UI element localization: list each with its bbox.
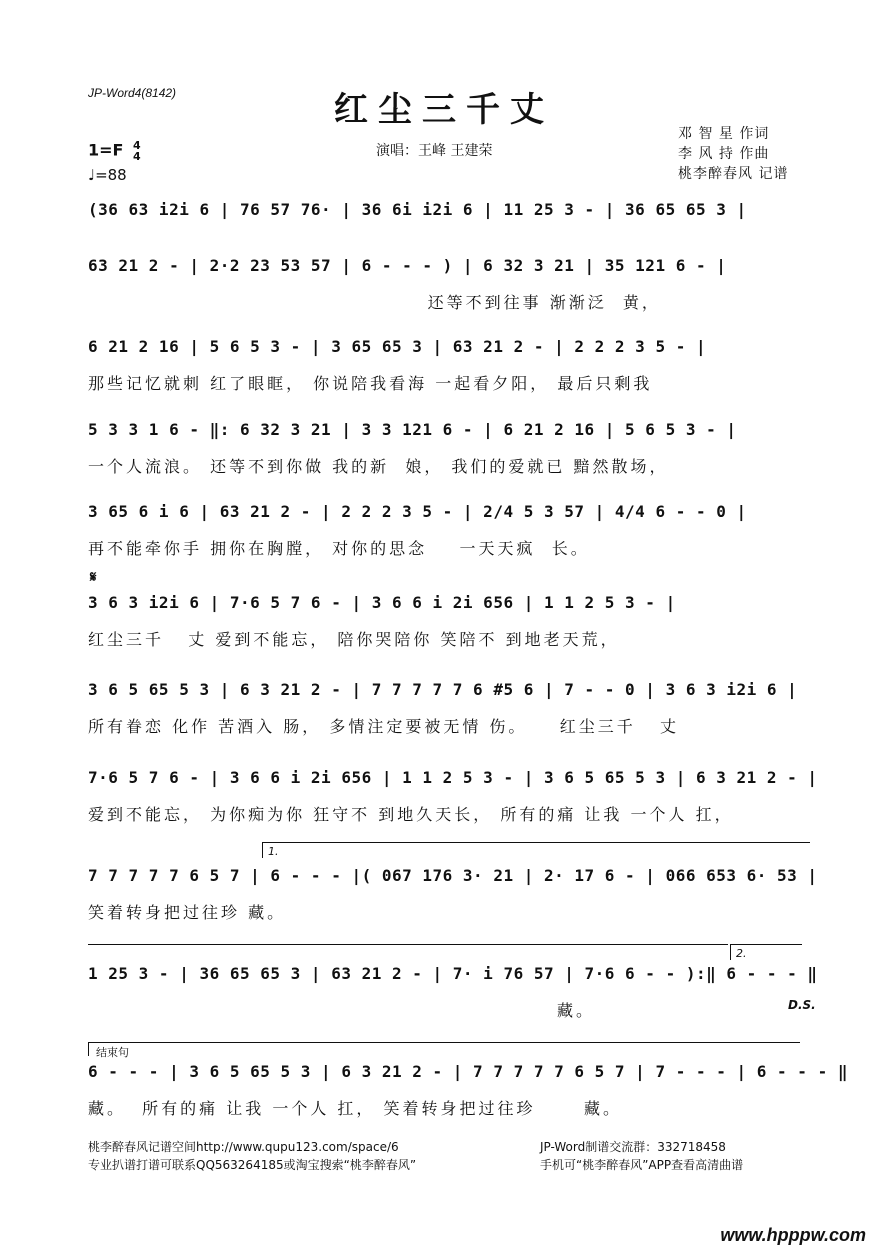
lyric-line: 那些记忆就刺 红了眼眶， 你说陪我看海 一起看夕阳， 最后只剩我 — [88, 374, 653, 393]
notation-line: 3 65 6 i 6 | 63 21 2 - | 2 2 2 3 5 - | 2/4 5 3 57 | 4/4 6 - - 0 | — [88, 502, 747, 521]
key-signature — [88, 140, 141, 162]
score-row — [88, 1062, 848, 1132]
ds-marking: D.S. — [788, 998, 816, 1012]
footer-left-line1: 桃李醉春风记谱空间http://www.qupu123.com/space/6 — [88, 1140, 399, 1154]
score-row — [88, 337, 810, 407]
lyric-line: 再不能牵你手 拥你在胸膛， 对你的思念 一天天疯 长。 — [88, 539, 590, 558]
footer-left-line2: 专业扒谱打谱可联系QQ563264185或淘宝搜索“桃李醉春风” — [88, 1158, 417, 1172]
song-title: 红尘三千丈 — [334, 90, 554, 130]
notation-line: (36 63 i2i 6 | 76 57 76· | 36 6i i2i 6 | 11 25 3 - | 36 65 65 3 | — [88, 200, 747, 219]
lyric-line: 还等不到往事 渐渐泛 黄， — [88, 293, 661, 312]
notation-line: 6 - - - | 3 6 5 65 5 3 | 6 3 21 2 - | 7 7 7 7 7 6 5 7 | 7 - - - | 6 - - - ‖ — [88, 1062, 848, 1081]
lyric-line: 爱到不能忘， 为你痴为你 狂守不 到地久天长， 所有的痛 让我 一个人 扛， — [88, 805, 734, 824]
site-watermark: www.hpppw.com — [720, 1225, 866, 1245]
notation-line: 1 25 3 - | 36 65 65 3 | 63 21 2 - | 7· i 76 57 | 7·6 6 - - ):‖ 6 - - - ‖ — [88, 964, 818, 983]
volta1-bracket — [262, 842, 263, 858]
time-bottom: 4 — [133, 150, 141, 163]
score-row — [88, 964, 818, 1034]
volta1-number: 1. — [268, 845, 279, 858]
software-label: JP-Word4(8142) — [88, 86, 177, 100]
score-row — [88, 768, 818, 838]
lyric-line: 所有眷恋 化作 苦酒入 肠， 多情注定要被无情 伤。 红尘三千 丈 — [88, 717, 680, 736]
notation-line: 7 7 7 7 7 6 5 7 | 6 - - - |( 067 176 3· 21 | 2· 17 6 - | 066 653 6· 53 | — [88, 866, 818, 885]
score-row — [88, 420, 810, 490]
lyric-line: 红尘三千 丈 爱到不能忘， 陪你哭陪你 笑陪不 到地老天荒， — [88, 630, 620, 649]
score-row — [88, 502, 810, 572]
volta2-bracket — [730, 944, 731, 960]
notation-line: 3 6 3 i2i 6 | 7·6 5 7 6 - | 3 6 6 i 2i 656 | 1 1 2 5 3 - | — [88, 593, 676, 612]
composer-credit: 李 风 持 作曲 — [678, 146, 770, 162]
segno-sign: 𝄋 — [90, 568, 97, 586]
coda-bracket — [88, 1042, 89, 1056]
volta1-continuation — [88, 944, 728, 945]
volta1-line — [262, 842, 810, 843]
lyric-line: 一个人流浪。 还等不到你做 我的新 娘， 我们的爱就已 黯然散场， — [88, 457, 669, 476]
score-row — [88, 866, 818, 936]
score-row — [88, 593, 810, 663]
lyric-line: 藏。 所有的痛 让我 一个人 扛， 笑着转身把过往珍 藏。 — [88, 1099, 623, 1118]
lyric-line: 笑着转身把过往珍 藏。 — [88, 903, 287, 922]
volta2-line — [730, 944, 802, 945]
transcriber-credit: 桃李醉春风 记谱 — [678, 166, 789, 182]
time-top: 4 — [133, 139, 141, 152]
singer-credit: 演唱：王峰 王建荣 — [376, 143, 493, 159]
volta2-number: 2. — [736, 947, 747, 960]
lyricist-credit: 邓 智 星 作词 — [678, 126, 770, 142]
coda-line — [88, 1042, 800, 1043]
score-row — [88, 680, 810, 750]
lyric-line: 藏。 — [88, 1001, 595, 1020]
footer-right-line2: 手机可“桃李醉春风”APP查看高清曲谱 — [540, 1158, 744, 1172]
footer-right-line1: JP-Word制谱交流群：332718458 — [540, 1140, 726, 1154]
notation-line: 6 21 2 16 | 5 6 5 3 - | 3 65 65 3 | 63 21 2 - | 2 2 2 3 5 - | — [88, 337, 707, 356]
key-label: 1=F — [88, 140, 124, 160]
notation-line: 3 6 5 65 5 3 | 6 3 21 2 - | 7 7 7 7 7 6 #5 6 | 7 - - 0 | 3 6 3 i2i 6 | — [88, 680, 798, 699]
time-signature — [133, 140, 141, 162]
coda-label: 结束句 — [96, 1046, 129, 1059]
notation-line: 7·6 5 7 6 - | 3 6 6 i 2i 656 | 1 1 2 5 3 - | 3 6 5 65 5 3 | 6 3 21 2 - | — [88, 768, 818, 787]
score-row — [88, 256, 810, 326]
tempo-marking: ♩=88 — [88, 166, 127, 184]
notation-line: 63 21 2 - | 2·2 23 53 57 | 6 - - - ) | 6 32 3 21 | 35 121 6 - | — [88, 256, 727, 275]
notation-line: 5 3 3 1 6 - ‖: 6 32 3 21 | 3 3 121 6 - | 6 21 2 16 | 5 6 5 3 - | — [88, 420, 737, 439]
